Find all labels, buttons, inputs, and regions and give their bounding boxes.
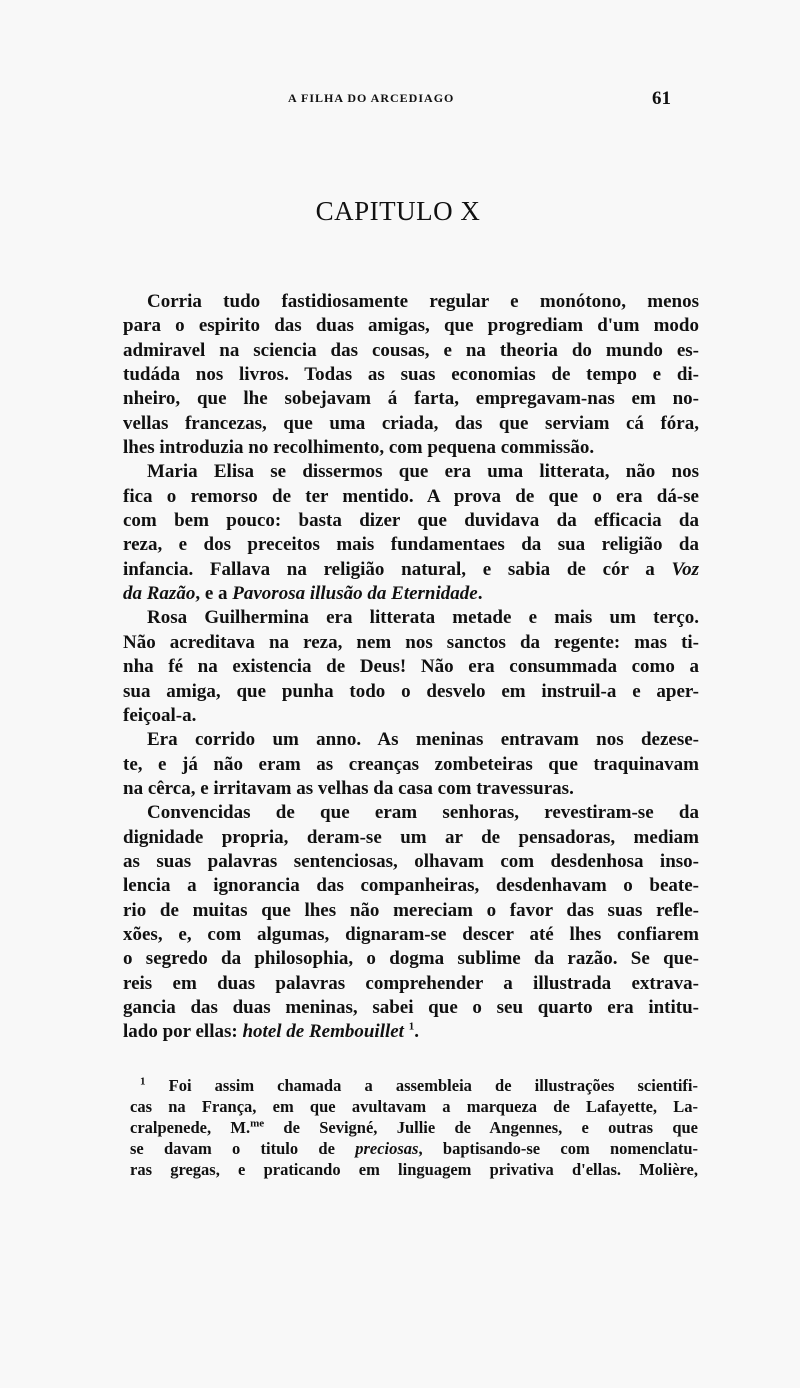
footnote-line [130,1117,698,1138]
body-line [123,606,699,630]
text-run: nheiro, que lhe sobejavam á farta, empregavam-nas em no- [123,388,699,410]
body-line [123,290,699,314]
text-run: lado por ellas: [123,1021,243,1043]
body-line [123,704,699,728]
text-run: cas na França, em que avultavam a marqueza de Lafayette, La- [130,1097,698,1116]
body-line [123,777,699,801]
body-line [123,387,699,411]
body-line [123,801,699,825]
text-run: o segredo da philosophia, o dogma sublime da razão. Se que- [123,948,699,970]
body-line [123,582,699,606]
text-run: cralpenede, M. [130,1118,251,1137]
body-line [123,631,699,655]
body-line [123,412,699,436]
text-run: Convencidas de que eram senhoras, revestiram-se da [147,802,699,824]
body-text [123,290,699,1045]
footnote-marker: me [250,1117,265,1130]
footnote-marker: 1 [140,1075,146,1088]
body-line [123,436,699,460]
body-line [123,509,699,533]
body-line [123,460,699,484]
text-run: para o espirito das duas amigas, que progrediam d'um modo [123,315,699,337]
text-run: gancia das duas meninas, sabei que o seu quarto era intitu- [123,996,699,1018]
text-run: Era corrido um anno. As meninas entravam nos dezese- [147,729,699,751]
body-line [123,339,699,363]
footnote-line [130,1138,698,1159]
text-run: lencia a ignorancia das companheiras, desdenhavam o beate- [123,875,699,897]
footnote-line [130,1075,698,1096]
text-run: as suas palavras sentenciosas, olhavam com desdenhosa inso- [123,850,699,872]
text-run: fica o remorso de ter mentido. A prova de que o era dá-se [123,485,699,507]
text-run: ras gregas, e praticando em linguagem privativa d'ellas. Molière, [130,1160,698,1179]
text-run: reza, e dos preceitos mais fundamentaes da sua religião da [123,534,699,556]
italic-text: Pavorosa illusão da Eternidade [232,583,478,605]
text-run: , e a [195,583,233,605]
chapter-title: CAPITULO X [315,196,481,226]
body-line [123,363,699,387]
text-run: na cêrca, e irritavam as velhas da casa com travessuras. [123,777,574,799]
text-run: infancia. Fallava na religião natural, e sabia de cór a [123,558,672,580]
body-line [123,680,699,704]
footnote-line [130,1096,698,1117]
body-line [123,850,699,874]
text-run: dignidade propria, deram-se um ar de pensadoras, mediam [123,826,699,848]
text-run: Corria tudo fastidiosamente regular e monótono, menos [147,291,699,312]
body-line [123,753,699,777]
text-run: Maria Elisa se dissermos que era uma litterata, não nos [147,461,699,483]
text-run: feiçoal-a. [123,704,197,726]
body-line [123,485,699,509]
text-run: reis em duas palavras comprehender a illustrada extrava- [123,972,699,994]
text-run: tudáda nos livros. Todas as suas economias de tempo e di- [123,364,699,386]
text-run: sua amiga, que punha todo o desvelo em instruil-a e aper- [123,680,699,702]
italic-text: preciosas [355,1139,419,1158]
body-line [123,947,699,971]
body-line [123,558,699,582]
body-line [123,996,699,1020]
body-line [123,899,699,923]
body-line [123,314,699,338]
running-head-title: A FILHA DO ARCEDIAGO [288,91,455,105]
body-line [123,826,699,850]
footnotes [130,1075,698,1180]
text-run: lhes introduzia no recolhimento, com pequena commissão. [123,437,595,459]
footnote-line [130,1159,698,1180]
italic-text: Voz [671,558,699,580]
text-run: nha fé na existencia de Deus! Não era consummada como a [123,656,699,678]
text-run: te, e já não eram as creanças zombeteiras que traquinavam [123,753,699,775]
body-line [123,728,699,752]
body-line [123,923,699,947]
text-run: Foi assim chamada a assembleia de illustrações scientifi- [145,1076,698,1095]
text-run: Rosa Guilhermina era litterata metade e mais um terço. [147,607,699,629]
text-run: Não acreditava na reza, nem nos sanctos da regente: mas ti- [123,631,699,653]
page-number: 61 [652,88,671,109]
body-line [123,533,699,557]
text-run: xões, e, com algumas, dignaram-se descer até lhes confiarem [123,923,699,945]
text-run: de Sevigné, Jullie de Angennes, e outras que [264,1118,698,1137]
text-run: com bem pouco: basta dizer que duvidava da efficacia da [123,510,699,532]
italic-text: da Razão [123,583,196,605]
body-line [123,655,699,679]
text-run: se davam o titulo de [130,1139,356,1158]
text-run: . [414,1021,419,1043]
text-run: admiravel na sciencia das cousas, e na theoria do mundo es- [123,339,699,361]
text-run: . [477,583,483,605]
text-run: , baptisando-se com nomenclatu- [418,1139,699,1158]
body-line [123,972,699,996]
italic-text: hotel de Rembouillet [242,1021,404,1043]
running-head [0,88,800,108]
body-line [123,1020,699,1044]
text-run: rio de muitas que lhes não mereciam o favor das suas refle- [123,899,699,921]
footnote-marker: 1 [408,1020,415,1033]
text-run: vellas francezas, que uma criada, das que serviam cá fóra, [123,412,699,434]
body-line [123,874,699,898]
